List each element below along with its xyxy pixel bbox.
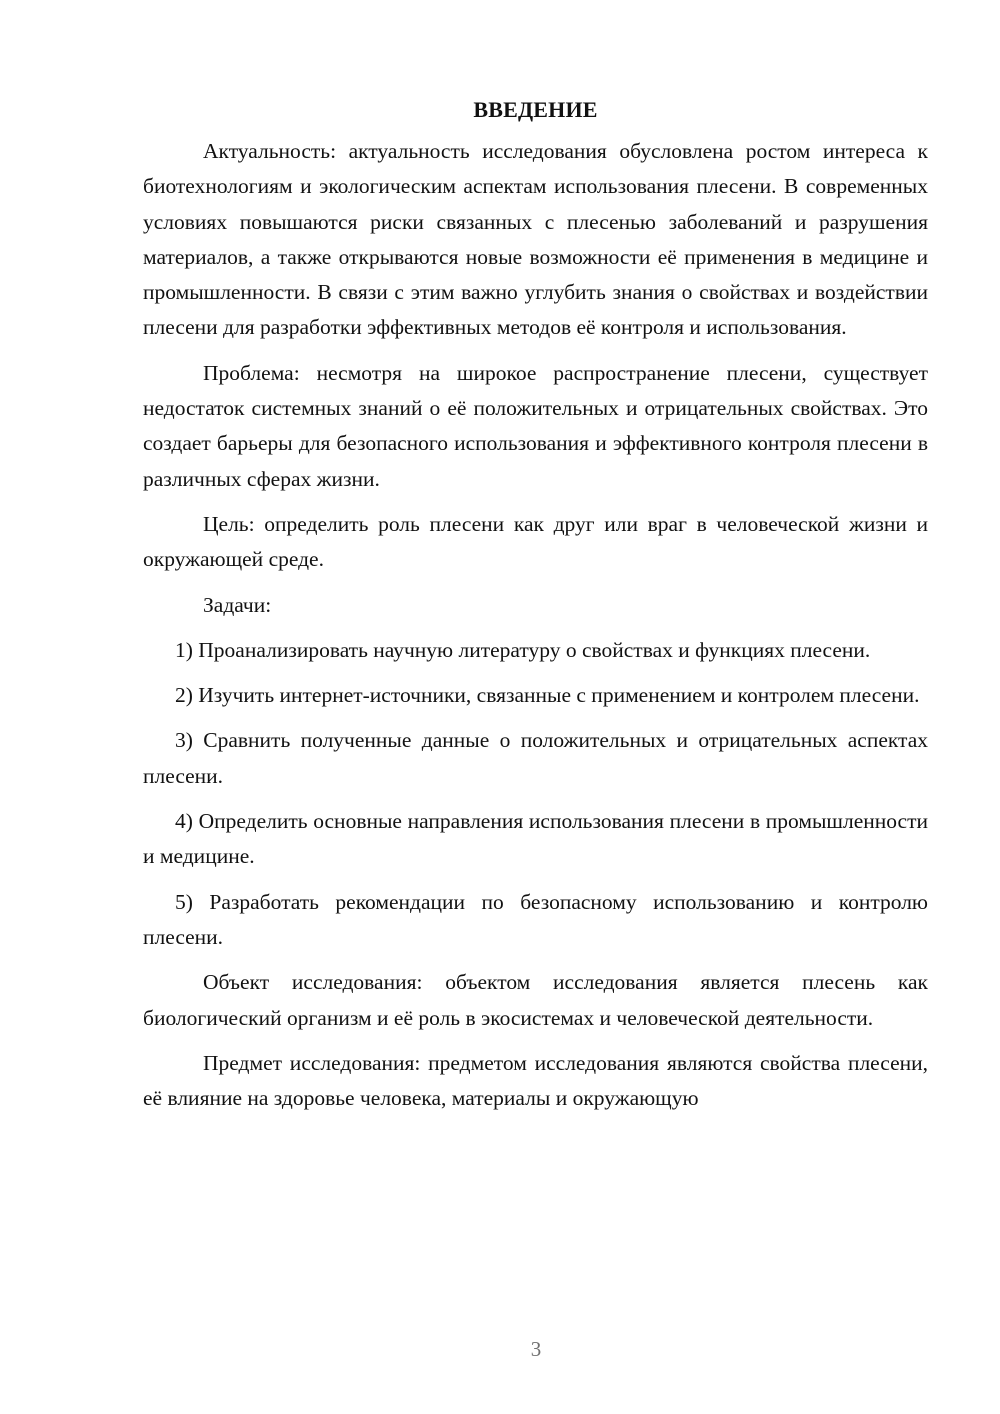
task-item-3: 3) Сравнить полученные данные о положительных и отрицательных аспектах плесени. xyxy=(143,728,928,788)
paragraph-relevance: Актуальность: актуальность исследования обусловлена ростом интереса к биотехнологиям и экологическим аспектам использования плесени. В современных условиях повышаются риски связанных с плесенью заболеваний и разрушения материалов, а также открываются новые возможности её применения в медицине и промышленности. В связи с этим важно углубить знания о свойствах и воздействии плесени для разработки эффективных методов её контроля и использования. xyxy=(143,139,928,340)
task-item-1: 1) Проанализировать научную литературу о свойствах и функциях плесени. xyxy=(175,637,871,662)
task-item-5: 5) Разработать рекомендации по безопасному использованию и контролю плесени. xyxy=(143,889,928,949)
page-number: 3 xyxy=(530,1337,542,1361)
page-content xyxy=(143,92,928,1126)
task-item-4: 4) Определить основные направления использования плесени в промышленности и медицине. xyxy=(143,809,928,869)
task-item-2: 2) Изучить интернет-источники, связанные с применением и контролем плесени. xyxy=(175,683,920,708)
paragraph-object: Объект исследования: объектом исследования является плесень как биологический организм и её роль в экосистемах и человеческой деятельности. xyxy=(143,970,928,1030)
paragraph-subject: Предмет исследования: предметом исследования являются свойства плесени, её влияние на здоровье человека, материалы и окружающую xyxy=(143,1050,928,1111)
paragraph-problem: Проблема: несмотря на широкое распространение плесени, существует недостаток системных знаний о её положительных и отрицательных свойствах. Это создает барьеры для безопасного использования и эффективного контроля плесени в различных сферах жизни. xyxy=(143,360,928,491)
tasks-label: Задачи: xyxy=(203,592,272,617)
paragraph-goal: Цель: определить роль плесени как друг или враг в человеческой жизни и окружающей среде. xyxy=(143,511,928,572)
section-heading: ВВЕДЕНИЕ xyxy=(473,97,598,122)
